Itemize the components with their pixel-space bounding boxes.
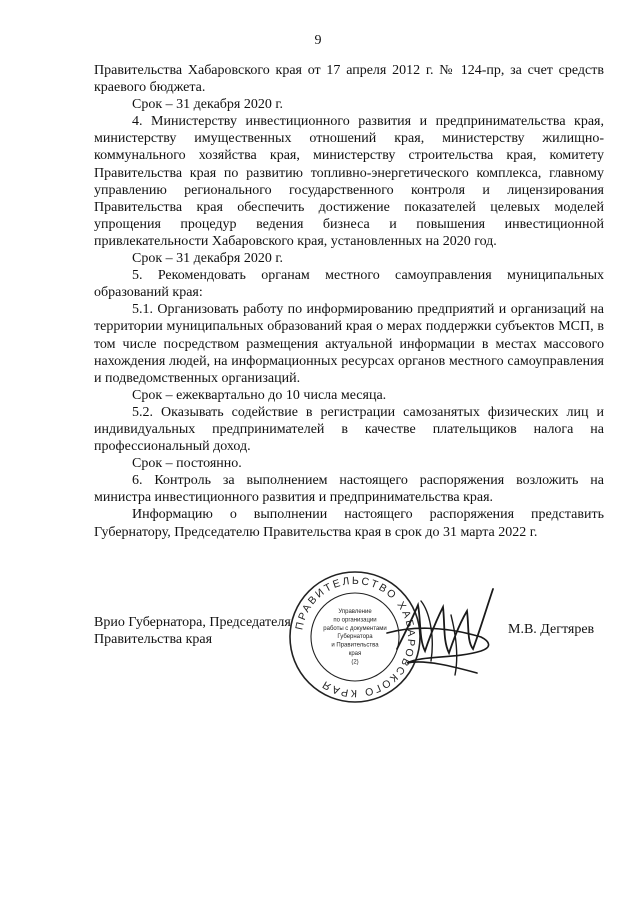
deadline-line: Срок – постоянно.	[132, 456, 242, 472]
handwritten-signature	[385, 575, 503, 685]
stamp-inner-line: по организации	[333, 617, 377, 624]
signatory-position-line2: Правительства края	[94, 632, 213, 647]
paragraph: Информацию о выполнении настоящего распоряжения представить Губернатору, Председателю Правительства края в срок до 31 марта 2022 г.	[94, 507, 604, 540]
paragraph: 4. Министерству инвестиционного развития и предпринимательства края, министерству имущественных отношений края, министерству жилищно-коммунального хозяйства края, министерству строительства края, комитету Правительства края по развитию топливно-энергетического комплекса, главному управлению регионального государственного контроля и лицензирования Правительства края обеспечить достижение показателей целевых моделей упрощения процедур ведения бизнеса и повышения инвестиционной привлекательности Хабаровского края, установленных на 2020 год.	[94, 114, 604, 249]
stamp-inner-line: работы с документами	[323, 625, 387, 632]
page-number: 9	[314, 33, 322, 48]
signatory-position	[94, 614, 291, 648]
paragraph: 6. Контроль за выполнением настоящего распоряжения возложить на министра инвестиционного развития и предпринимательства края.	[94, 473, 604, 506]
stamp-inner-line: Управление	[338, 609, 372, 615]
stamp-inner-line: Губернатора	[337, 634, 373, 641]
deadline-line: Срок – ежеквартально до 10 числа месяца.	[132, 387, 387, 403]
paragraph: Правительства Хабаровского края от 17 апреля 2012 г. № 124-пр, за счет средств краевого бюджета.	[94, 63, 604, 96]
stamp-ring-text: ПРАВИТЕЛЬСТВО ХАБАРОВСКОГО КРАЯ	[293, 574, 418, 700]
stamp-inner-line: (2)	[351, 659, 359, 666]
stamp-inner-line: края	[348, 651, 362, 657]
signatory-position-line1: Врио Губернатора, Председателя	[94, 615, 291, 630]
deadline-line: Срок – 31 декабря 2020 г.	[132, 97, 284, 113]
deadline-line: Срок – 31 декабря 2020 г.	[132, 251, 284, 267]
stamp-inner-line: и Правительства	[331, 642, 379, 649]
document-body	[94, 62, 604, 541]
paragraph: 5.2. Оказывать содействие в регистрации самозанятых физических лиц и индивидуальных предпринимателей в качестве плательщиков налога на профессиональный доход.	[94, 404, 604, 455]
paragraph: 5. Рекомендовать органам местного самоуправления муниципальных образований края:	[94, 268, 604, 301]
signatory-name: М.В. Дегтярев	[508, 622, 595, 637]
paragraph: 5.1. Организовать работу по информированию предприятий и организаций на территории муниципальных образований края о мерах поддержки субъектов МСП, в том числе посредством размещения актуальной информации в местах массового нахождения людей, на информационных ресурсах органов местного самоуправления и подведомственных организаций.	[94, 302, 604, 386]
